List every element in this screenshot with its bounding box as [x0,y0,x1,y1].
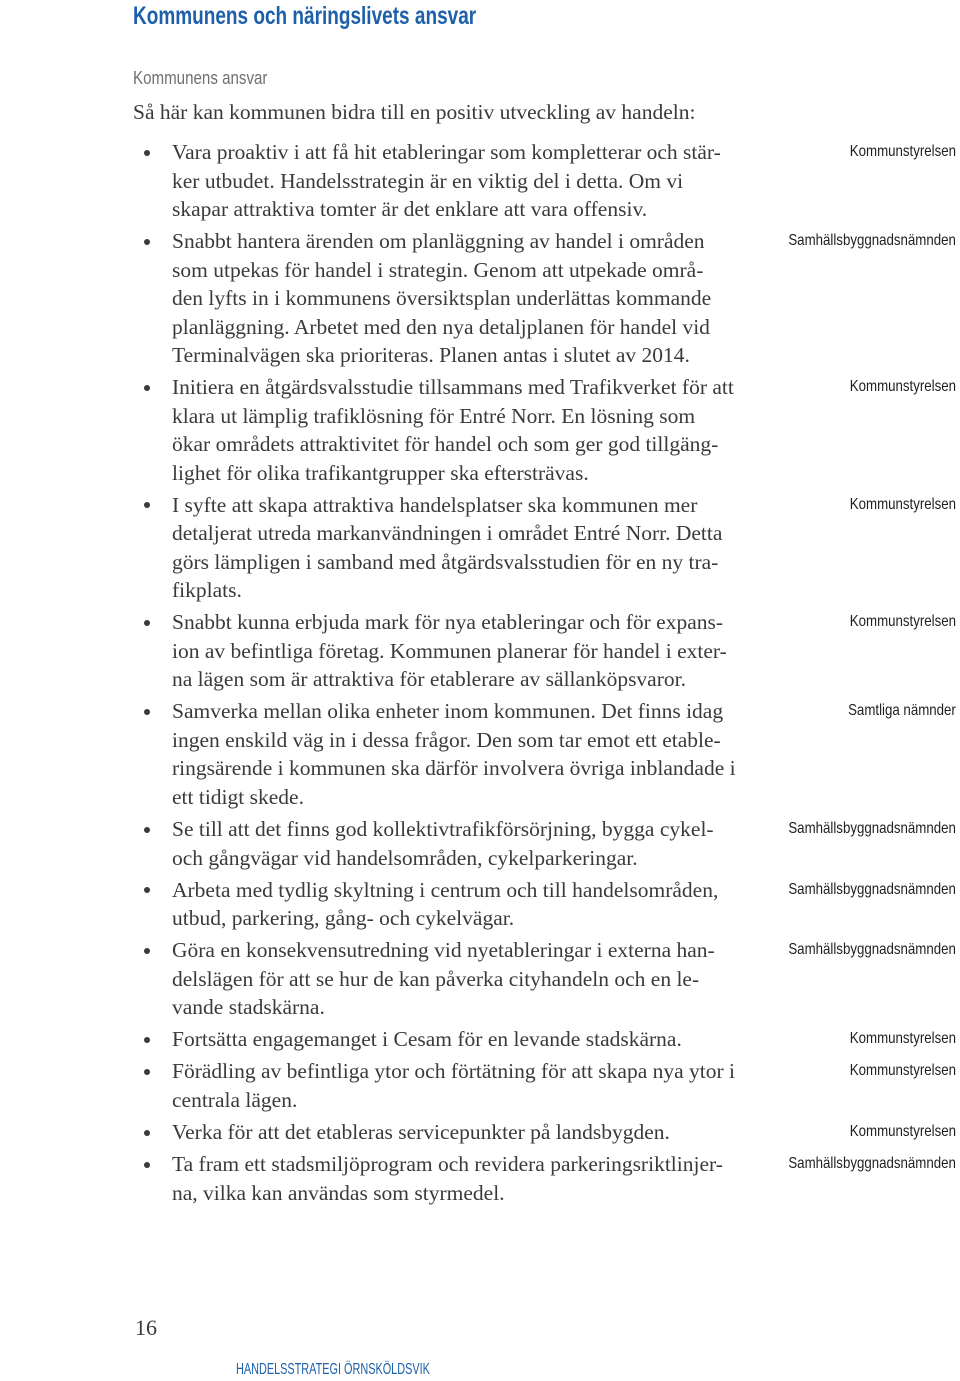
bullet-icon [144,385,150,391]
item-text-line: Snabbt hantera ärenden om planläggning av handel i områden [172,229,705,254]
list-item [0,1025,960,1054]
section-subtitle: Kommunens ansvar [133,68,268,88]
responsible-body-label: Kommunstyrelsen [849,1062,956,1080]
item-text-line: ett tidigt skede. [172,784,304,809]
list-item [0,608,960,694]
item-text-line: lighet för olika trafikantgrupper ska eftersträvas. [172,460,589,485]
item-text-line: görs lämpligen i samband med åtgärdsvalsstudien för en ny tra- [172,549,719,574]
bullet-icon [144,1162,150,1168]
item-text [172,608,960,694]
item-text-line: na, vilka kan användas som styrmedel. [172,1180,505,1205]
item-text-line: klara ut lämplig trafiklösning för Entré Norr. En lösning som [172,403,696,428]
responsible-body-label: Kommunstyrelsen [849,495,956,513]
responsible-body-label: Kommunstyrelsen [849,1030,956,1048]
responsible-body-label: Samhällsbyggnadsnämnden [788,941,956,959]
list-item [0,227,960,370]
item-text-line: Göra en konsekvensutredning vid nyetableringar i externa han- [172,938,715,963]
bullet-icon [144,239,150,245]
item-text-line: ion av befintliga företag. Kommunen planerar för handel i exter- [172,638,727,663]
list-item [0,1057,960,1114]
item-text-line: Vara proaktiv i att få hit etableringar som kompletterar och stär- [172,140,721,164]
item-text [172,1025,960,1054]
bullet-icon [144,502,150,508]
list-item [0,697,960,811]
bullet-icon [144,1069,150,1075]
item-text [172,1118,960,1147]
item-text-line: Ta fram ett stadsmiljöprogram och revidera parkeringsriktlinjer- [172,1152,723,1177]
item-text-line: och gångvägar vid handelsområden, cykelparkeringar. [172,845,638,870]
footer-document-title: HANDELSSTRATEGI ÖRNSKÖLDSVIK [236,1361,430,1378]
bullet-icon [144,1037,150,1043]
list-item [0,138,960,224]
item-text-line: fikplats. [172,578,242,603]
responsible-body-label: Kommunstyrelsen [849,143,956,160]
bullet-icon [144,1130,150,1136]
bullet-icon [144,620,150,626]
item-text-line: I syfte att skapa attraktiva handelsplatser ska kommunen mer [172,492,698,517]
item-text-line: Snabbt kunna erbjuda mark för nya etableringar och för expans- [172,610,724,635]
item-text-line: na lägen som är attraktiva för etablerare av sällanköpsvaror. [172,667,686,692]
item-text-line: ingen enskild väg in i dessa frågor. Den som tar emot ett etable- [172,727,721,752]
item-text [172,138,960,224]
item-text-line: Fortsätta engagemanget i Cesam för en levande stadskärna. [172,1027,682,1052]
item-text-line: detaljerat utreda markanvändningen i området Entré Norr. Detta [172,521,723,546]
list-item [0,373,960,487]
responsible-body-label: Samtliga nämnder [848,702,956,720]
item-text-line: skapar attraktiva tomter är det enklare att vara offensiv. [172,197,648,221]
item-text [172,373,960,487]
bullet-icon [144,827,150,833]
item-text-line: ökar områdets attraktivitet för handel och som ger god tillgäng- [172,432,719,457]
item-text [172,1057,960,1114]
bullet-icon [144,709,150,715]
responsible-body-label: Samhällsbyggnadsnämnden [788,232,956,250]
responsible-body-label: Kommunstyrelsen [849,1123,956,1141]
responsibility-list [0,138,960,1211]
bullet-icon [144,948,150,954]
responsible-body-label: Samhällsbyggnadsnämnden [788,880,956,898]
item-text-line: vande stadskärna. [172,995,325,1020]
item-text-line: Verka för att det etableras servicepunkter på landsbygden. [172,1120,670,1145]
item-text-line: Förädling av befintliga ytor och förtätning för att skapa nya ytor i [172,1059,736,1084]
responsible-body-label: Samhällsbyggnadsnämnden [788,820,956,838]
item-text [172,697,960,811]
intro-paragraph: Så här kan kommunen bidra till en positiv utveckling av handeln: [133,100,696,124]
list-item [0,1118,960,1147]
responsible-body-label: Kommunstyrelsen [849,613,956,631]
item-text-line: ker utbudet. Handelsstrategin är en viktig del i detta. Om vi [172,168,684,193]
item-text-line: Samverka mellan olika enheter inom kommunen. Det finns idag [172,699,724,724]
item-text-line: planläggning. Arbetet med den nya detaljplanen för handel vid [172,314,710,339]
item-text-line: centrala lägen. [172,1087,298,1112]
page-title: Kommunens och näringslivets ansvar [133,2,477,30]
list-item [0,936,960,1022]
list-item [0,876,960,933]
item-text-line: ringsärende i kommunen ska därför involvera övriga inblandade i [172,756,736,781]
bullet-icon [144,150,150,156]
item-text-line: utbud, parkering, gång- och cykelvägar. [172,906,515,931]
item-text-line: delslägen för att se hur de kan påverka cityhandeln och en le- [172,966,700,991]
list-item [0,491,960,605]
responsible-body-label: Samhällsbyggnadsnämnden [788,1155,956,1173]
item-text [172,491,960,605]
item-text-line: Se till att det finns god kollektivtrafikförsörjning, bygga cykel- [172,817,714,842]
page-number: 16 [135,1315,157,1340]
bullet-icon [144,887,150,893]
item-text-line: Initiera en åtgärdsvalsstudie tillsammans med Trafikverket för att [172,375,734,400]
item-text-line: Terminalvägen ska prioriteras. Planen antas i slutet av 2014. [172,343,690,368]
item-text-line: den lyfts in i kommunens översiktsplan underlättas kommande [172,286,712,311]
item-text-line: Arbeta med tydlig skyltning i centrum och till handelsområden, [172,877,719,902]
list-item [0,815,960,872]
responsible-body-label: Kommunstyrelsen [849,378,956,396]
item-text-line: som utpekas för handel i strategin. Genom att utpekade områ- [172,257,704,282]
list-item [0,1150,960,1207]
